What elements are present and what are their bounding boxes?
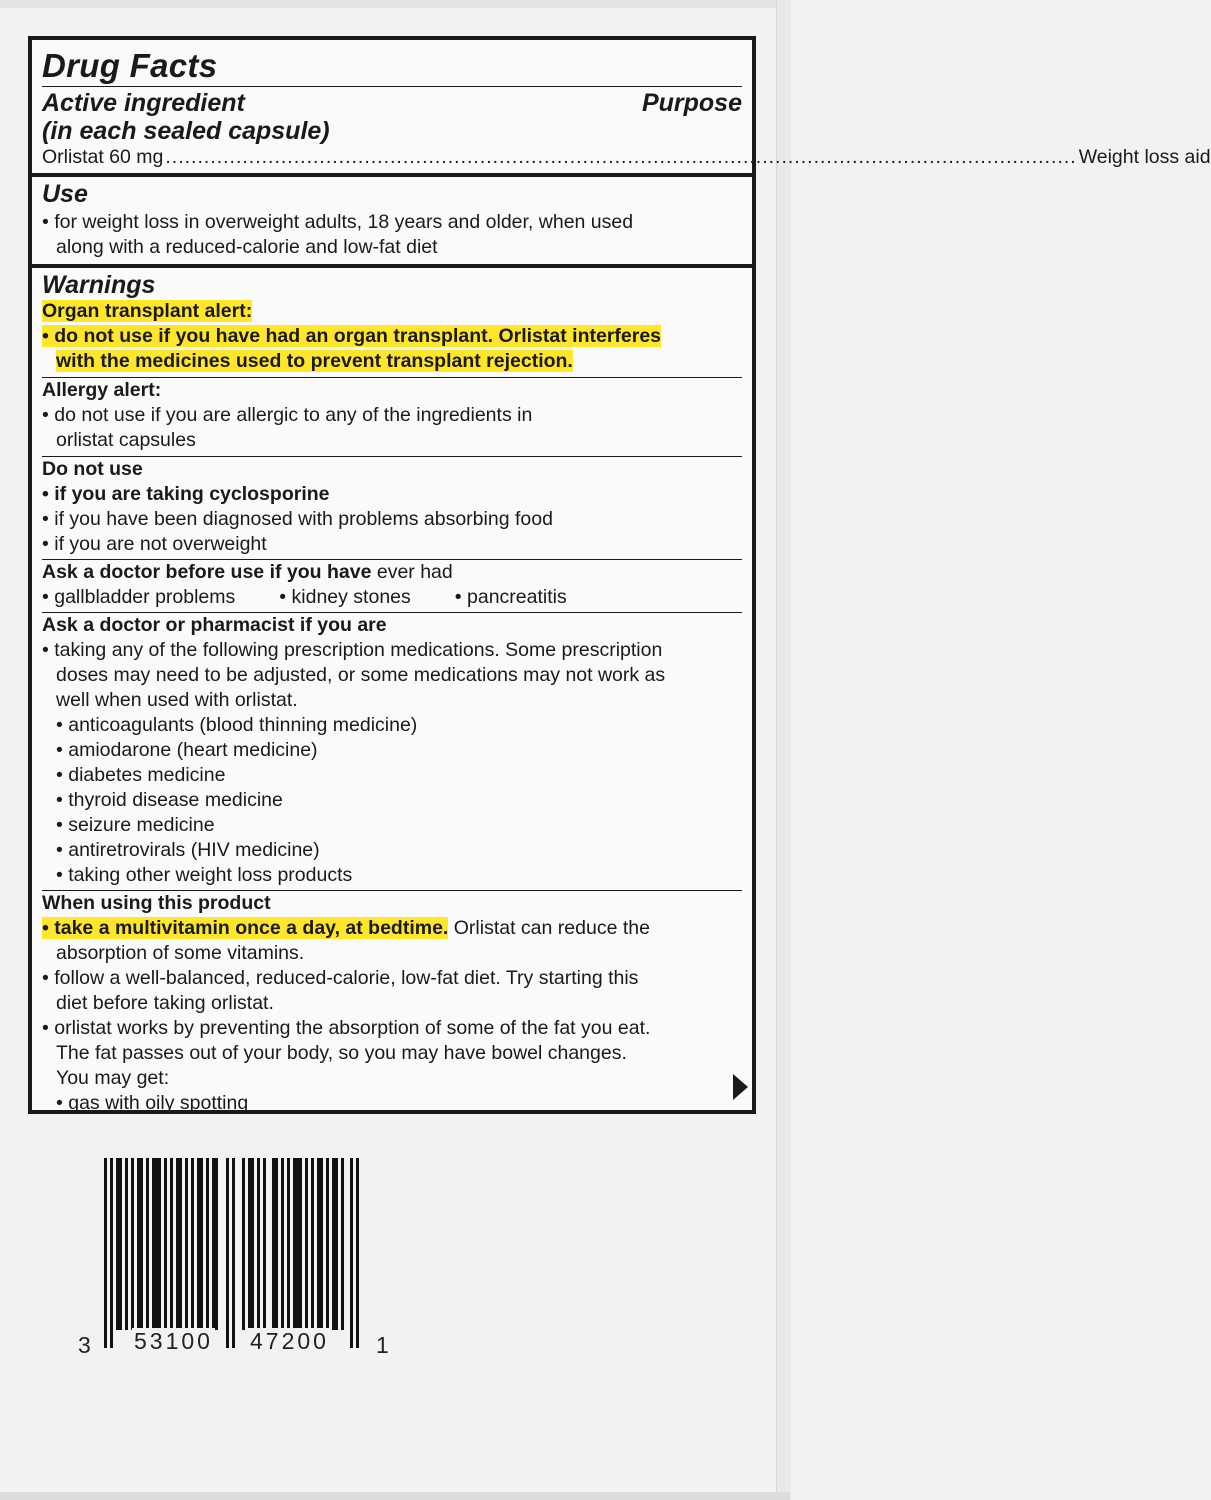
organ-transplant-alert-text: with the medicines used to prevent transplant rejection. (56, 350, 573, 372)
package-top-edge (0, 0, 790, 8)
do-not-use-item: • if you are not overweight (42, 533, 267, 555)
barcode (104, 1158, 362, 1348)
allergy-line: orlistat capsules (56, 429, 196, 451)
when-using-line: • follow a well-balanced, reduced-calorie, low-fat diet. Try starting this (42, 967, 639, 989)
ask-pharmacist-intro: • taking any of the following prescription medications. Some prescription (42, 639, 663, 661)
organ-transplant-alert-line (42, 349, 742, 374)
section-divider (32, 173, 752, 177)
when-using-line (42, 916, 742, 941)
active-ingredient-header: Active ingredient (42, 89, 245, 117)
organ-transplant-alert-title (42, 299, 742, 324)
do-not-use-title: Do not use (42, 458, 143, 480)
ask-doctor-title-bold: Ask a doctor before use if you have (42, 561, 372, 583)
ingredient-purpose: Weight loss aid (1078, 146, 1211, 168)
when-using-line: • gas with oily spotting (56, 1092, 249, 1114)
allergy-line: • do not use if you are allergic to any of the ingredients in (42, 404, 533, 426)
organ-transplant-alert-line (42, 324, 742, 349)
do-not-use-item: • if you have been diagnosed with problems absorbing food (42, 508, 553, 530)
barcode-digits-group2: 47200 (250, 1328, 329, 1354)
ask-doctor-item: • kidney stones (279, 586, 411, 608)
drug-facts-panel (28, 36, 1211, 1114)
drug-facts-title: Drug Facts (42, 47, 218, 84)
ask-doctor-item: • pancreatitis (454, 586, 567, 608)
package-right-edge (776, 0, 791, 1500)
use-line: along with a reduced-calorie and low-fat diet (56, 236, 438, 258)
ask-pharmacist-intro: well when used with orlistat. (56, 689, 298, 711)
ask-doctor-items (42, 585, 742, 610)
barcode-bars (104, 1158, 362, 1348)
medication-item: • taking other weight loss products (56, 864, 353, 886)
use-line: • for weight loss in overweight adults, 18 years and older, when used (42, 211, 634, 233)
section-divider (32, 264, 752, 268)
allergy-alert-title: Allergy alert: (42, 379, 162, 401)
ask-doctor-title-rest: ever had (371, 561, 453, 583)
ingredient-row (42, 145, 1211, 170)
warnings-header: Warnings (42, 271, 156, 299)
use-header: Use (42, 180, 88, 208)
divider (42, 86, 742, 87)
ask-pharmacist-title: Ask a doctor or pharmacist if you are (42, 614, 387, 636)
ask-doctor-title (42, 560, 742, 585)
purpose-header: Purpose (641, 89, 742, 117)
medication-item: • thyroid disease medicine (56, 789, 283, 811)
multivitamin-highlight: • take a multivitamin once a day, at bedtime. (42, 917, 449, 939)
ingredient-name: Orlistat 60 mg (42, 146, 164, 168)
medication-item: • antiretrovirals (HIV medicine) (56, 839, 320, 861)
barcode-digit-right: 1 (376, 1332, 389, 1358)
when-using-line: You may get: (56, 1067, 170, 1089)
medication-item: • seizure medicine (56, 814, 215, 836)
when-using-line: The fat passes out of your body, so you may have bowel changes. (56, 1042, 627, 1064)
organ-transplant-alert-text: • do not use if you have had an organ transplant. Orlistat interferes (42, 325, 662, 347)
ask-pharmacist-intro: doses may need to be adjusted, or some medications may not work as (56, 664, 666, 686)
ask-doctor-item: • gallbladder problems (42, 586, 236, 608)
when-using-line: diet before taking orlistat. (56, 992, 274, 1014)
do-not-use-item: • if you are taking cyclosporine (42, 483, 330, 505)
when-using-line: absorption of some vitamins. (56, 942, 305, 964)
leader-dots: .............................................................................................................................................. (165, 146, 1077, 168)
continue-arrow-icon (733, 1074, 748, 1100)
medication-item: • anticoagulants (blood thinning medicine) (56, 714, 418, 736)
when-using-title: When using this product (42, 892, 271, 914)
when-using-rest: Orlistat can reduce the (448, 917, 650, 939)
package-bottom-edge (0, 1492, 790, 1500)
active-ingredient-subheader: (in each sealed capsule) (42, 117, 330, 145)
when-using-line: • orlistat works by preventing the absorption of some of the fat you eat. (42, 1017, 651, 1039)
barcode-digits-group1: 53100 (134, 1328, 213, 1354)
medication-item: • diabetes medicine (56, 764, 226, 786)
organ-transplant-alert-label: Organ transplant alert: (42, 300, 253, 322)
medication-item: • amiodarone (heart medicine) (56, 739, 318, 761)
barcode-digit-left: 3 (78, 1332, 91, 1358)
active-ingredient-header-row (42, 89, 742, 117)
